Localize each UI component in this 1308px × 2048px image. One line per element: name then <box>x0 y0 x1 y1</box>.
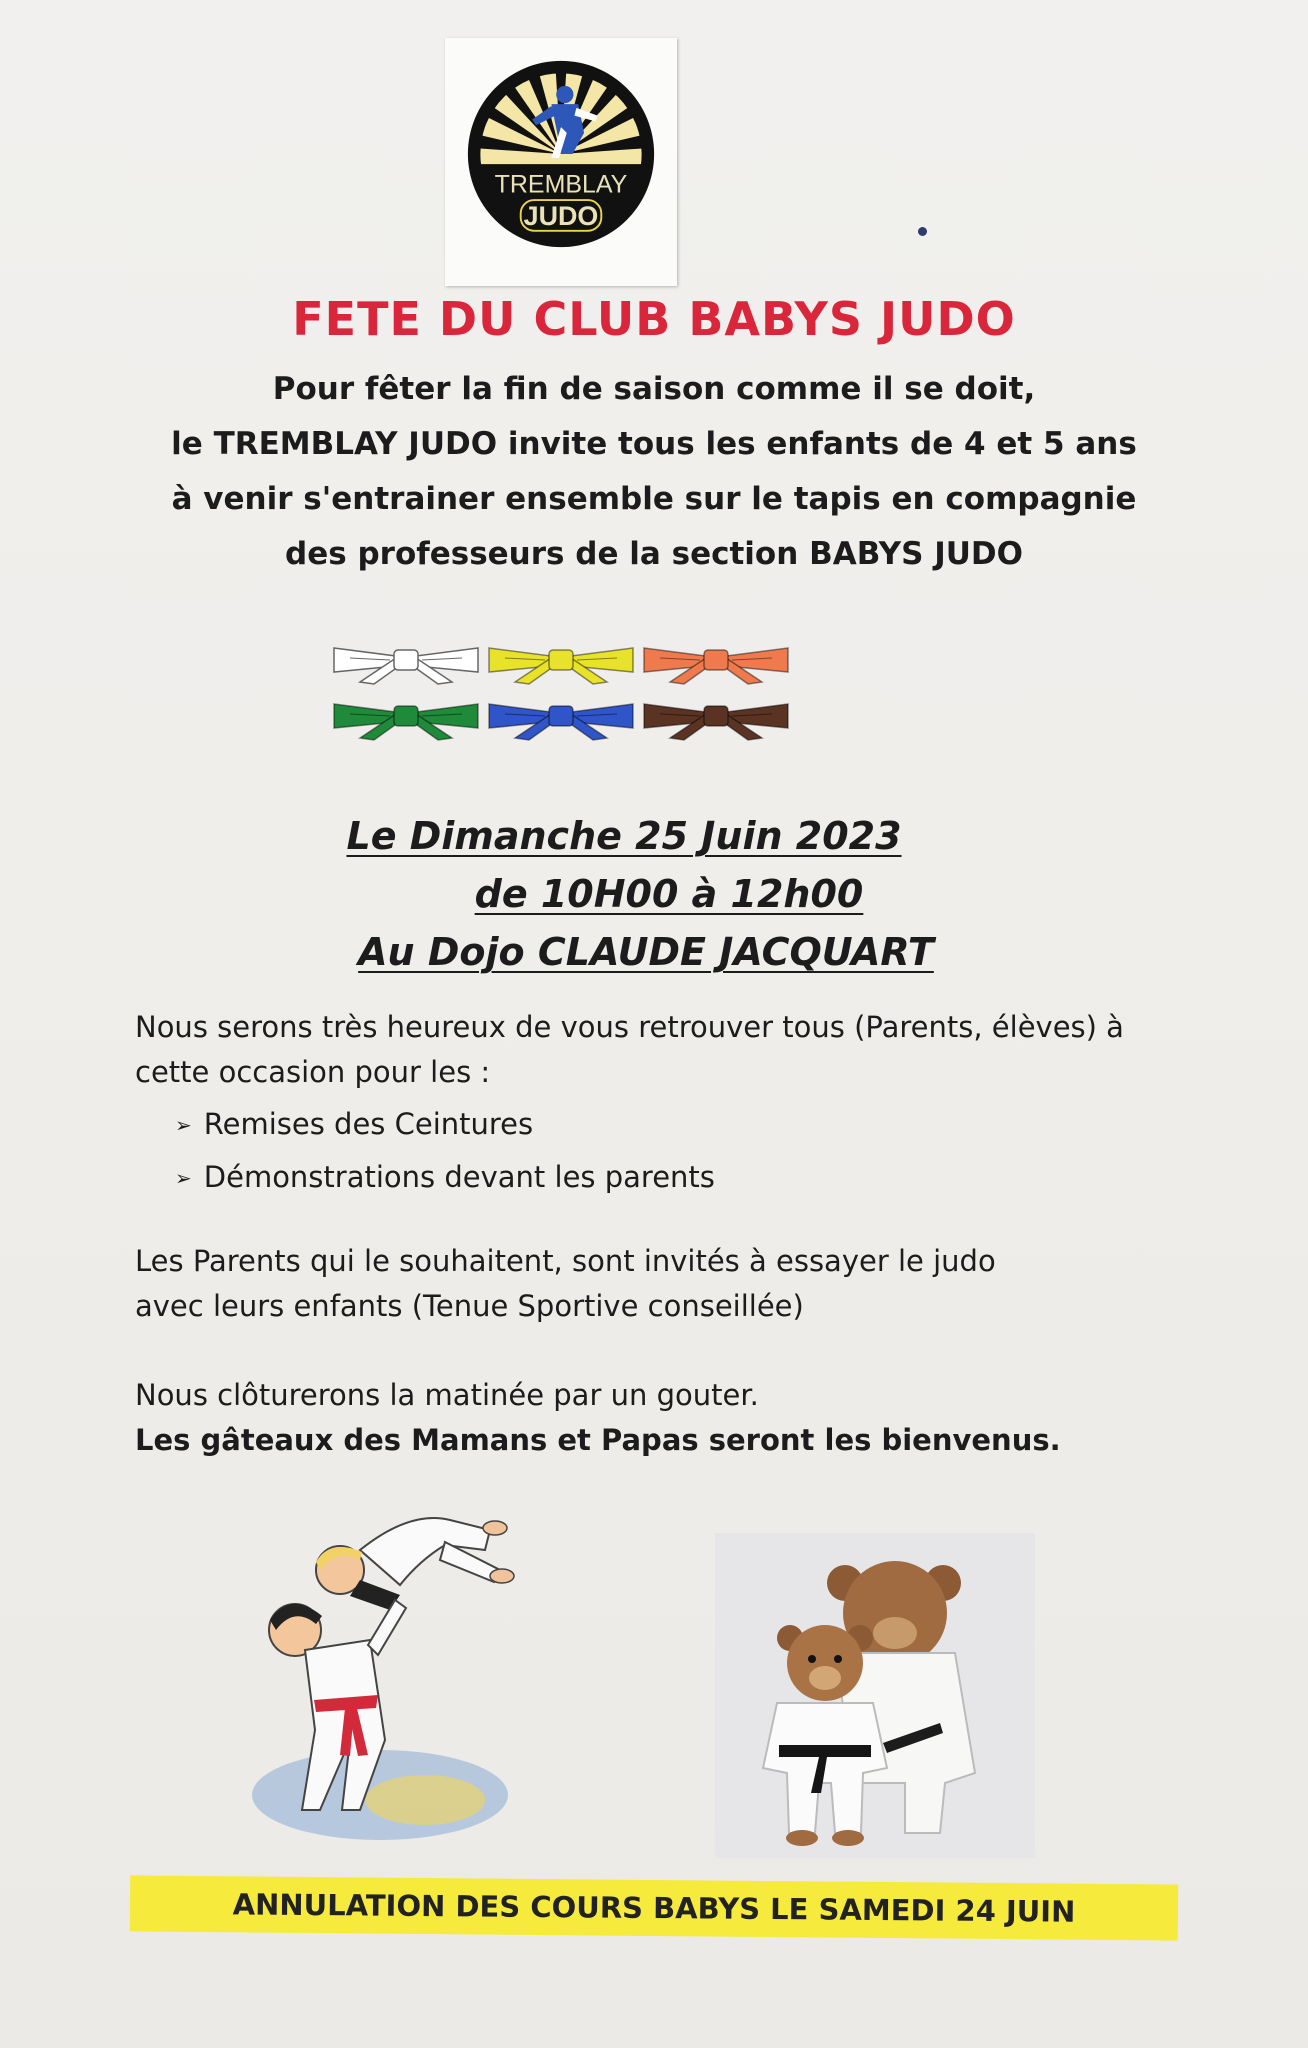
list-item-label: Remises des Ceintures <box>203 1107 534 1141</box>
belt-icon <box>330 692 482 742</box>
belt-icon <box>330 636 482 686</box>
event-place: Au Dojo CLAUDE JACQUART <box>358 930 934 974</box>
svg-text:JUDO: JUDO <box>523 201 599 232</box>
text-line: cette occasion pour les : <box>135 1055 491 1089</box>
judo-throw-illustration <box>250 1490 515 1845</box>
arrow-bullet-icon: ➢ <box>175 1113 192 1137</box>
intro-line: des professeurs de la section BABYS JUDO <box>285 536 1023 572</box>
paragraph-parents <box>135 1239 996 1329</box>
judo-teddy-bears-photo <box>715 1533 1035 1858</box>
intro-line: à venir s'entrainer ensemble sur le tapis en compagnie <box>171 481 1137 517</box>
judo-belts-icon <box>330 636 800 746</box>
list-item <box>175 1151 715 1204</box>
cancellation-banner <box>130 1875 1178 1940</box>
list-item <box>175 1098 715 1151</box>
club-logo-card <box>445 38 677 286</box>
list-item-label: Démonstrations devant les parents <box>203 1160 715 1194</box>
arrow-bullet-icon: ➢ <box>175 1166 192 1190</box>
belt-icon <box>640 692 792 742</box>
intro-line: le TREMBLAY JUDO invite tous les enfants de 4 et 5 ans <box>171 426 1137 462</box>
svg-text:TREMBLAY: TREMBLAY <box>494 170 628 199</box>
text-line: Nous clôturerons la matinée par un gouter. <box>135 1378 759 1412</box>
teddy-bears-icon <box>715 1533 1035 1858</box>
text-line: Les Parents qui le souhaitent, sont invités à essayer le judo <box>135 1244 996 1278</box>
text-line: avec leurs enfants (Tenue Sportive conseillée) <box>135 1289 804 1323</box>
belt-icon <box>485 692 637 742</box>
text-line-bold: Les gâteaux des Mamans et Papas seront les bienvenus. <box>135 1423 1061 1457</box>
event-time: de 10H00 à 12h00 <box>474 872 864 916</box>
text-line: Nous serons très heureux de vous retrouver tous (Parents, élèves) à <box>135 1010 1124 1044</box>
intro-line: Pour fêter la fin de saison comme il se doit, <box>272 371 1036 407</box>
paragraph-snack <box>135 1373 1061 1463</box>
belt-icon <box>485 636 637 686</box>
belt-icon <box>640 636 792 686</box>
banner-text: ANNULATION DES COURS BABYS LE SAMEDI 24 JUIN <box>232 1887 1076 1929</box>
ink-dot <box>918 227 927 236</box>
intro-text <box>60 362 1248 582</box>
paragraph-welcome <box>135 1005 1124 1095</box>
page-title: FETE DU CLUB BABYS JUDO <box>292 292 1016 346</box>
event-date: Le Dimanche 25 Juin 2023 <box>346 814 902 858</box>
tremblay-judo-logo <box>465 58 657 250</box>
event-info <box>0 807 1308 981</box>
activities-list <box>175 1098 715 1204</box>
